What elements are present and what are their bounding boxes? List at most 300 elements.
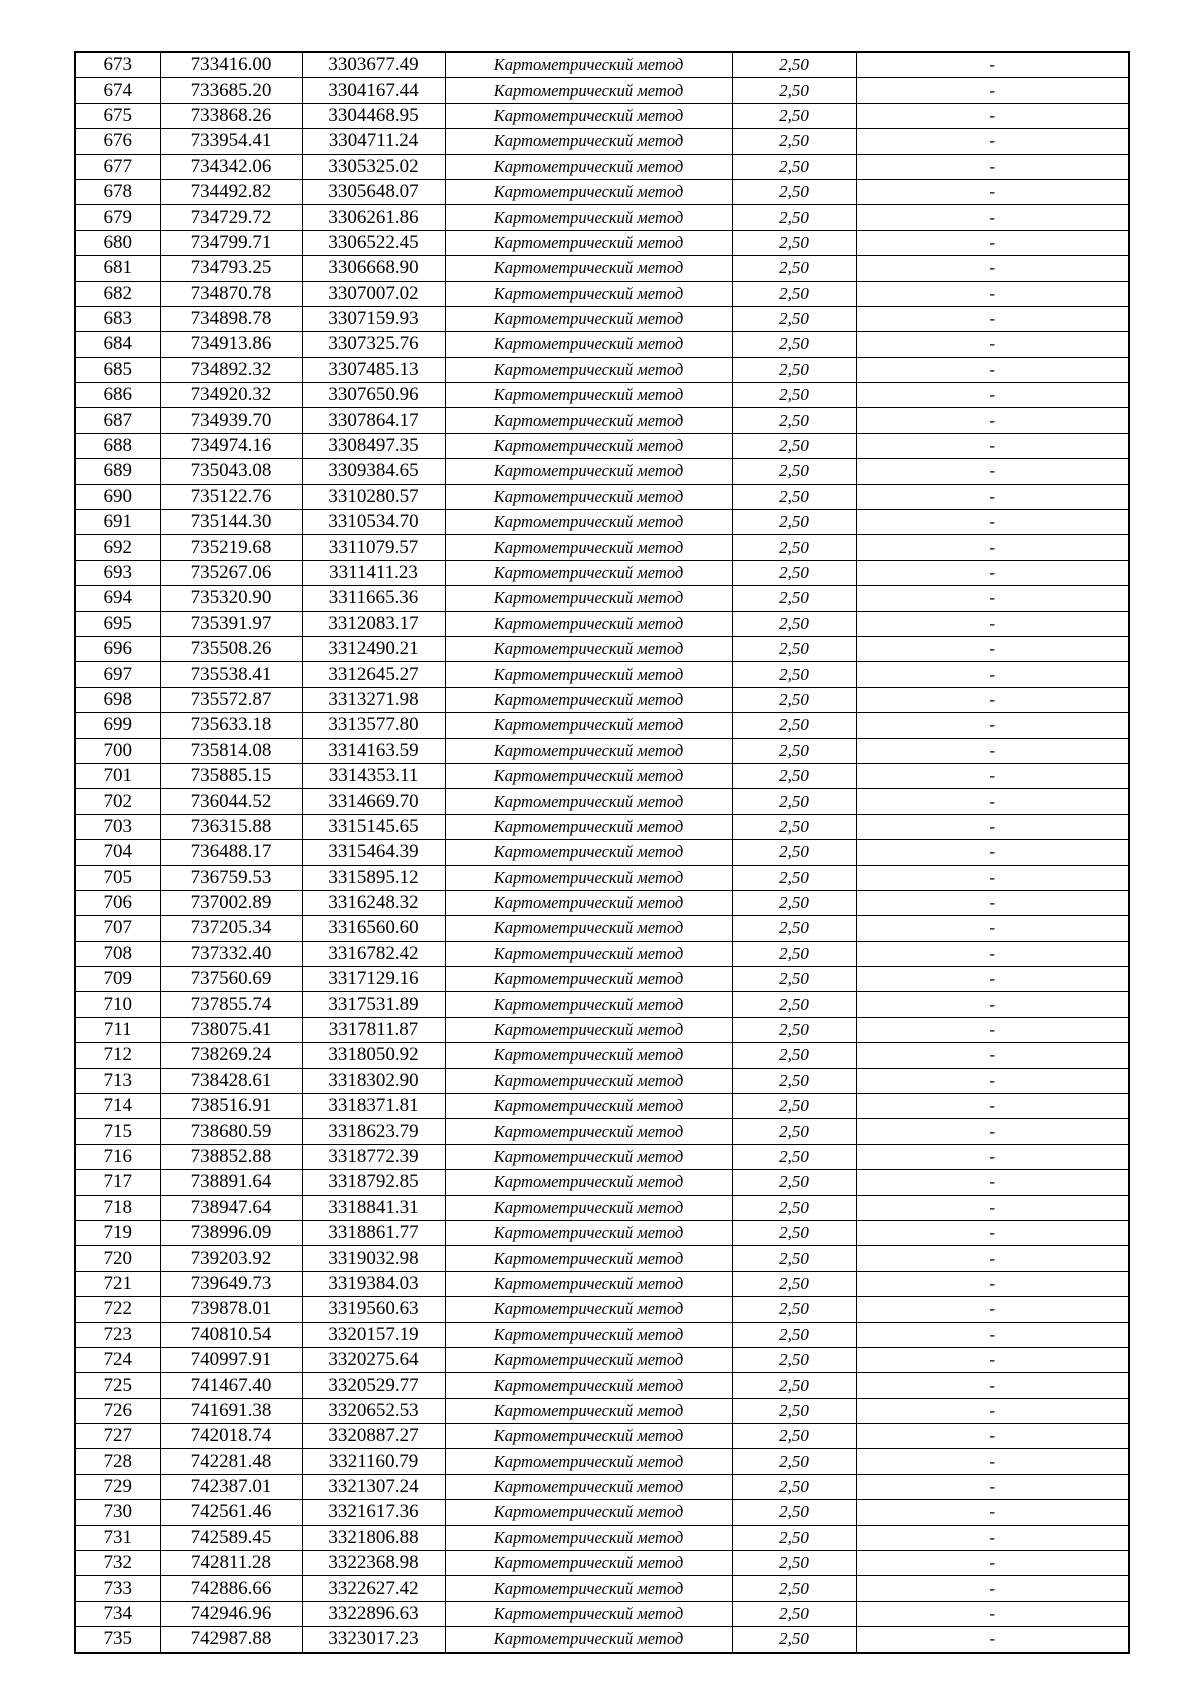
y-coordinate-cell: 3320652.53	[302, 1398, 445, 1423]
point-number-cell: 711	[75, 1017, 160, 1042]
x-coordinate-cell: 733685.20	[160, 78, 302, 103]
method-cell: Картометрический метод	[445, 662, 732, 687]
note-cell: -	[856, 840, 1129, 865]
method-cell: Картометрический метод	[445, 1220, 732, 1245]
point-number-cell: 682	[75, 281, 160, 306]
table-row	[75, 916, 1129, 941]
error-cell: 2,50	[732, 1068, 856, 1093]
coordinates-table	[74, 51, 1130, 1654]
method-cell: Картометрический метод	[445, 459, 732, 484]
point-number-cell: 683	[75, 306, 160, 331]
method-cell: Картометрический метод	[445, 535, 732, 560]
table-row	[75, 281, 1129, 306]
y-coordinate-cell: 3303677.49	[302, 52, 445, 78]
point-number-cell: 714	[75, 1094, 160, 1119]
y-coordinate-cell: 3315895.12	[302, 865, 445, 890]
table-row	[75, 992, 1129, 1017]
method-cell: Картометрический метод	[445, 1297, 732, 1322]
y-coordinate-cell: 3315464.39	[302, 840, 445, 865]
point-number-cell: 730	[75, 1500, 160, 1525]
error-cell: 2,50	[732, 967, 856, 992]
method-cell: Картометрический метод	[445, 560, 732, 585]
method-cell: Картометрический метод	[445, 484, 732, 509]
point-number-cell: 689	[75, 459, 160, 484]
error-cell: 2,50	[732, 662, 856, 687]
table-row	[75, 662, 1129, 687]
table-row	[75, 941, 1129, 966]
method-cell: Картометрический метод	[445, 1246, 732, 1271]
error-cell: 2,50	[732, 941, 856, 966]
x-coordinate-cell: 738075.41	[160, 1017, 302, 1042]
y-coordinate-cell: 3310280.57	[302, 484, 445, 509]
method-cell: Картометрический метод	[445, 1601, 732, 1626]
point-number-cell: 735	[75, 1627, 160, 1653]
error-cell: 2,50	[732, 1347, 856, 1372]
note-cell: -	[856, 1576, 1129, 1601]
error-cell: 2,50	[732, 1424, 856, 1449]
table-row	[75, 1474, 1129, 1499]
note-cell: -	[856, 1424, 1129, 1449]
method-cell: Картометрический метод	[445, 281, 732, 306]
note-cell: -	[856, 535, 1129, 560]
error-cell: 2,50	[732, 408, 856, 433]
note-cell: -	[856, 306, 1129, 331]
table-row	[75, 205, 1129, 230]
x-coordinate-cell: 735508.26	[160, 636, 302, 661]
method-cell: Картометрический метод	[445, 230, 732, 255]
y-coordinate-cell: 3322896.63	[302, 1601, 445, 1626]
method-cell: Картометрический метод	[445, 1576, 732, 1601]
point-number-cell: 729	[75, 1474, 160, 1499]
error-cell: 2,50	[732, 560, 856, 585]
point-number-cell: 675	[75, 103, 160, 128]
note-cell: -	[856, 1525, 1129, 1550]
point-number-cell: 697	[75, 662, 160, 687]
x-coordinate-cell: 741691.38	[160, 1398, 302, 1423]
table-row	[75, 840, 1129, 865]
x-coordinate-cell: 738852.88	[160, 1144, 302, 1169]
table-row	[75, 687, 1129, 712]
y-coordinate-cell: 3314669.70	[302, 789, 445, 814]
x-coordinate-cell: 733416.00	[160, 52, 302, 78]
x-coordinate-cell: 734898.78	[160, 306, 302, 331]
table-row	[75, 357, 1129, 382]
table-row	[75, 52, 1129, 78]
point-number-cell: 725	[75, 1373, 160, 1398]
y-coordinate-cell: 3311665.36	[302, 586, 445, 611]
error-cell: 2,50	[732, 433, 856, 458]
x-coordinate-cell: 742589.45	[160, 1525, 302, 1550]
method-cell: Картометрический метод	[445, 1551, 732, 1576]
table-row	[75, 1398, 1129, 1423]
y-coordinate-cell: 3315145.65	[302, 814, 445, 839]
note-cell: -	[856, 383, 1129, 408]
method-cell: Картометрический метод	[445, 1627, 732, 1653]
y-coordinate-cell: 3318772.39	[302, 1144, 445, 1169]
point-number-cell: 719	[75, 1220, 160, 1245]
table-row	[75, 332, 1129, 357]
table-row	[75, 1017, 1129, 1042]
table-row	[75, 535, 1129, 560]
table-row	[75, 738, 1129, 763]
point-number-cell: 693	[75, 560, 160, 585]
y-coordinate-cell: 3318302.90	[302, 1068, 445, 1093]
x-coordinate-cell: 738269.24	[160, 1043, 302, 1068]
table-row	[75, 560, 1129, 585]
table-row	[75, 763, 1129, 788]
point-number-cell: 707	[75, 916, 160, 941]
y-coordinate-cell: 3312490.21	[302, 636, 445, 661]
note-cell: -	[856, 332, 1129, 357]
x-coordinate-cell: 738516.91	[160, 1094, 302, 1119]
x-coordinate-cell: 739649.73	[160, 1271, 302, 1296]
x-coordinate-cell: 740810.54	[160, 1322, 302, 1347]
error-cell: 2,50	[732, 611, 856, 636]
point-number-cell: 702	[75, 789, 160, 814]
y-coordinate-cell: 3311079.57	[302, 535, 445, 560]
y-coordinate-cell: 3321307.24	[302, 1474, 445, 1499]
method-cell: Картометрический метод	[445, 408, 732, 433]
table-row	[75, 789, 1129, 814]
error-cell: 2,50	[732, 1195, 856, 1220]
table-row	[75, 713, 1129, 738]
note-cell: -	[856, 1474, 1129, 1499]
table-row	[75, 103, 1129, 128]
y-coordinate-cell: 3321617.36	[302, 1500, 445, 1525]
table-row	[75, 890, 1129, 915]
table-row	[75, 636, 1129, 661]
point-number-cell: 679	[75, 205, 160, 230]
x-coordinate-cell: 738680.59	[160, 1119, 302, 1144]
table-row	[75, 1297, 1129, 1322]
y-coordinate-cell: 3306261.86	[302, 205, 445, 230]
note-cell: -	[856, 1043, 1129, 1068]
point-number-cell: 713	[75, 1068, 160, 1093]
x-coordinate-cell: 739878.01	[160, 1297, 302, 1322]
note-cell: -	[856, 1068, 1129, 1093]
x-coordinate-cell: 734913.86	[160, 332, 302, 357]
method-cell: Картометрический метод	[445, 738, 732, 763]
y-coordinate-cell: 3312645.27	[302, 662, 445, 687]
method-cell: Картометрический метод	[445, 1347, 732, 1372]
x-coordinate-cell: 738947.64	[160, 1195, 302, 1220]
note-cell: -	[856, 1119, 1129, 1144]
y-coordinate-cell: 3319384.03	[302, 1271, 445, 1296]
x-coordinate-cell: 742281.48	[160, 1449, 302, 1474]
y-coordinate-cell: 3313577.80	[302, 713, 445, 738]
error-cell: 2,50	[732, 738, 856, 763]
point-number-cell: 698	[75, 687, 160, 712]
x-coordinate-cell: 737205.34	[160, 916, 302, 941]
error-cell: 2,50	[732, 78, 856, 103]
note-cell: -	[856, 967, 1129, 992]
y-coordinate-cell: 3314353.11	[302, 763, 445, 788]
error-cell: 2,50	[732, 256, 856, 281]
table-row	[75, 814, 1129, 839]
point-number-cell: 703	[75, 814, 160, 839]
method-cell: Картометрический метод	[445, 129, 732, 154]
error-cell: 2,50	[732, 154, 856, 179]
table-row	[75, 179, 1129, 204]
y-coordinate-cell: 3323017.23	[302, 1627, 445, 1653]
table-row	[75, 1094, 1129, 1119]
point-number-cell: 692	[75, 535, 160, 560]
note-cell: -	[856, 129, 1129, 154]
y-coordinate-cell: 3320887.27	[302, 1424, 445, 1449]
note-cell: -	[856, 586, 1129, 611]
error-cell: 2,50	[732, 586, 856, 611]
point-number-cell: 732	[75, 1551, 160, 1576]
error-cell: 2,50	[732, 1043, 856, 1068]
point-number-cell: 681	[75, 256, 160, 281]
note-cell: -	[856, 1373, 1129, 1398]
error-cell: 2,50	[732, 383, 856, 408]
error-cell: 2,50	[732, 1246, 856, 1271]
table-row	[75, 967, 1129, 992]
error-cell: 2,50	[732, 840, 856, 865]
error-cell: 2,50	[732, 1500, 856, 1525]
method-cell: Картометрический метод	[445, 916, 732, 941]
method-cell: Картометрический метод	[445, 1449, 732, 1474]
y-coordinate-cell: 3320529.77	[302, 1373, 445, 1398]
table-row	[75, 1144, 1129, 1169]
y-coordinate-cell: 3316560.60	[302, 916, 445, 941]
note-cell: -	[856, 1347, 1129, 1372]
error-cell: 2,50	[732, 1576, 856, 1601]
point-number-cell: 724	[75, 1347, 160, 1372]
error-cell: 2,50	[732, 1271, 856, 1296]
y-coordinate-cell: 3319032.98	[302, 1246, 445, 1271]
note-cell: -	[856, 1500, 1129, 1525]
x-coordinate-cell: 742946.96	[160, 1601, 302, 1626]
y-coordinate-cell: 3305648.07	[302, 179, 445, 204]
error-cell: 2,50	[732, 535, 856, 560]
x-coordinate-cell: 734799.71	[160, 230, 302, 255]
point-number-cell: 674	[75, 78, 160, 103]
error-cell: 2,50	[732, 1398, 856, 1423]
x-coordinate-cell: 742811.28	[160, 1551, 302, 1576]
point-number-cell: 676	[75, 129, 160, 154]
point-number-cell: 721	[75, 1271, 160, 1296]
table-row	[75, 1601, 1129, 1626]
error-cell: 2,50	[732, 103, 856, 128]
method-cell: Картометрический метод	[445, 636, 732, 661]
table-row	[75, 611, 1129, 636]
table-row	[75, 865, 1129, 890]
y-coordinate-cell: 3318623.79	[302, 1119, 445, 1144]
note-cell: -	[856, 738, 1129, 763]
point-number-cell: 694	[75, 586, 160, 611]
method-cell: Картометрический метод	[445, 789, 732, 814]
x-coordinate-cell: 742387.01	[160, 1474, 302, 1499]
method-cell: Картометрический метод	[445, 890, 732, 915]
note-cell: -	[856, 484, 1129, 509]
table-row	[75, 586, 1129, 611]
y-coordinate-cell: 3307007.02	[302, 281, 445, 306]
x-coordinate-cell: 734492.82	[160, 179, 302, 204]
x-coordinate-cell: 736759.53	[160, 865, 302, 890]
x-coordinate-cell: 734939.70	[160, 408, 302, 433]
x-coordinate-cell: 735633.18	[160, 713, 302, 738]
error-cell: 2,50	[732, 789, 856, 814]
table-row	[75, 459, 1129, 484]
method-cell: Картометрический метод	[445, 52, 732, 78]
method-cell: Картометрический метод	[445, 1474, 732, 1499]
x-coordinate-cell: 738428.61	[160, 1068, 302, 1093]
method-cell: Картометрический метод	[445, 78, 732, 103]
point-number-cell: 723	[75, 1322, 160, 1347]
table-row	[75, 1500, 1129, 1525]
method-cell: Картометрический метод	[445, 1322, 732, 1347]
note-cell: -	[856, 814, 1129, 839]
x-coordinate-cell: 736488.17	[160, 840, 302, 865]
x-coordinate-cell: 738891.64	[160, 1170, 302, 1195]
point-number-cell: 716	[75, 1144, 160, 1169]
error-cell: 2,50	[732, 306, 856, 331]
x-coordinate-cell: 736044.52	[160, 789, 302, 814]
y-coordinate-cell: 3312083.17	[302, 611, 445, 636]
x-coordinate-cell: 735885.15	[160, 763, 302, 788]
error-cell: 2,50	[732, 281, 856, 306]
method-cell: Картометрический метод	[445, 1119, 732, 1144]
method-cell: Картометрический метод	[445, 103, 732, 128]
error-cell: 2,50	[732, 1170, 856, 1195]
error-cell: 2,50	[732, 916, 856, 941]
error-cell: 2,50	[732, 713, 856, 738]
point-number-cell: 686	[75, 383, 160, 408]
table-row	[75, 230, 1129, 255]
point-number-cell: 712	[75, 1043, 160, 1068]
note-cell: -	[856, 916, 1129, 941]
note-cell: -	[856, 230, 1129, 255]
point-number-cell: 688	[75, 433, 160, 458]
point-number-cell: 691	[75, 510, 160, 535]
y-coordinate-cell: 3322627.42	[302, 1576, 445, 1601]
table-row	[75, 1220, 1129, 1245]
method-cell: Картометрический метод	[445, 611, 732, 636]
error-cell: 2,50	[732, 332, 856, 357]
note-cell: -	[856, 1398, 1129, 1423]
note-cell: -	[856, 281, 1129, 306]
method-cell: Картометрический метод	[445, 179, 732, 204]
method-cell: Картометрический метод	[445, 1170, 732, 1195]
error-cell: 2,50	[732, 205, 856, 230]
point-number-cell: 685	[75, 357, 160, 382]
note-cell: -	[856, 357, 1129, 382]
table-row	[75, 1246, 1129, 1271]
method-cell: Картометрический метод	[445, 433, 732, 458]
x-coordinate-cell: 737560.69	[160, 967, 302, 992]
error-cell: 2,50	[732, 992, 856, 1017]
note-cell: -	[856, 763, 1129, 788]
table-row	[75, 484, 1129, 509]
point-number-cell: 715	[75, 1119, 160, 1144]
note-cell: -	[856, 1195, 1129, 1220]
method-cell: Картометрический метод	[445, 1043, 732, 1068]
y-coordinate-cell: 3306668.90	[302, 256, 445, 281]
note-cell: -	[856, 941, 1129, 966]
y-coordinate-cell: 3304167.44	[302, 78, 445, 103]
y-coordinate-cell: 3307864.17	[302, 408, 445, 433]
point-number-cell: 718	[75, 1195, 160, 1220]
table-row	[75, 1373, 1129, 1398]
error-cell: 2,50	[732, 1017, 856, 1042]
method-cell: Картометрический метод	[445, 586, 732, 611]
y-coordinate-cell: 3304711.24	[302, 129, 445, 154]
y-coordinate-cell: 3317129.16	[302, 967, 445, 992]
y-coordinate-cell: 3304468.95	[302, 103, 445, 128]
point-number-cell: 684	[75, 332, 160, 357]
error-cell: 2,50	[732, 865, 856, 890]
x-coordinate-cell: 737855.74	[160, 992, 302, 1017]
method-cell: Картометрический метод	[445, 713, 732, 738]
method-cell: Картометрический метод	[445, 1017, 732, 1042]
method-cell: Картометрический метод	[445, 357, 732, 382]
table-row	[75, 1424, 1129, 1449]
note-cell: -	[856, 52, 1129, 78]
point-number-cell: 699	[75, 713, 160, 738]
method-cell: Картометрический метод	[445, 332, 732, 357]
x-coordinate-cell: 733954.41	[160, 129, 302, 154]
error-cell: 2,50	[732, 230, 856, 255]
coordinates-sheet	[74, 51, 1130, 1654]
point-number-cell: 705	[75, 865, 160, 890]
point-number-cell: 726	[75, 1398, 160, 1423]
error-cell: 2,50	[732, 1297, 856, 1322]
note-cell: -	[856, 865, 1129, 890]
x-coordinate-cell: 735320.90	[160, 586, 302, 611]
x-coordinate-cell: 737332.40	[160, 941, 302, 966]
error-cell: 2,50	[732, 1525, 856, 1550]
x-coordinate-cell: 735391.97	[160, 611, 302, 636]
x-coordinate-cell: 742886.66	[160, 1576, 302, 1601]
point-number-cell: 722	[75, 1297, 160, 1322]
error-cell: 2,50	[732, 1449, 856, 1474]
note-cell: -	[856, 1246, 1129, 1271]
note-cell: -	[856, 1322, 1129, 1347]
method-cell: Картометрический метод	[445, 1068, 732, 1093]
method-cell: Картометрический метод	[445, 1525, 732, 1550]
method-cell: Картометрический метод	[445, 1144, 732, 1169]
method-cell: Картометрический метод	[445, 383, 732, 408]
point-number-cell: 673	[75, 52, 160, 78]
x-coordinate-cell: 735267.06	[160, 560, 302, 585]
method-cell: Картометрический метод	[445, 1195, 732, 1220]
note-cell: -	[856, 154, 1129, 179]
point-number-cell: 727	[75, 1424, 160, 1449]
table-row	[75, 1170, 1129, 1195]
y-coordinate-cell: 3306522.45	[302, 230, 445, 255]
method-cell: Картометрический метод	[445, 992, 732, 1017]
note-cell: -	[856, 179, 1129, 204]
table-row	[75, 129, 1129, 154]
x-coordinate-cell: 742561.46	[160, 1500, 302, 1525]
y-coordinate-cell: 3309384.65	[302, 459, 445, 484]
table-row	[75, 1068, 1129, 1093]
method-cell: Картометрический метод	[445, 1094, 732, 1119]
y-coordinate-cell: 3318792.85	[302, 1170, 445, 1195]
x-coordinate-cell: 735219.68	[160, 535, 302, 560]
error-cell: 2,50	[732, 814, 856, 839]
error-cell: 2,50	[732, 459, 856, 484]
point-number-cell: 696	[75, 636, 160, 661]
table-row	[75, 1576, 1129, 1601]
error-cell: 2,50	[732, 636, 856, 661]
y-coordinate-cell: 3308497.35	[302, 433, 445, 458]
error-cell: 2,50	[732, 510, 856, 535]
y-coordinate-cell: 3305325.02	[302, 154, 445, 179]
x-coordinate-cell: 734793.25	[160, 256, 302, 281]
